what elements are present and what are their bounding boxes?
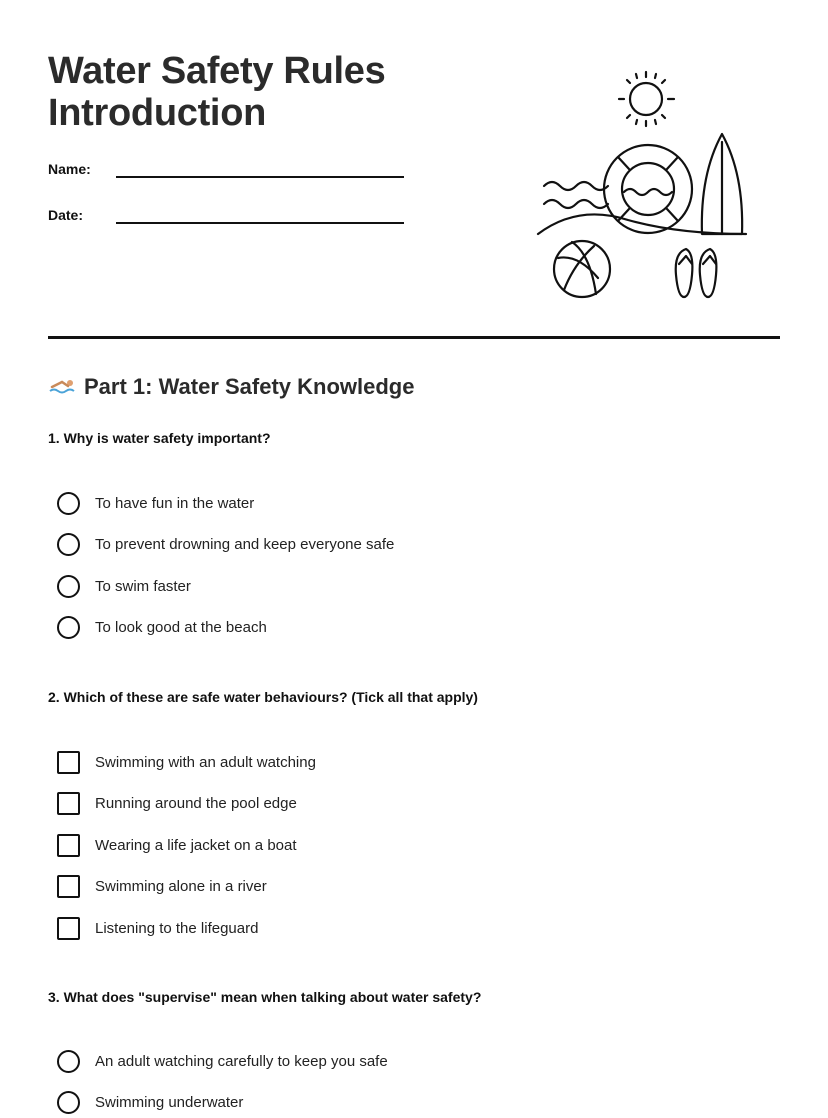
radio-button[interactable] — [57, 533, 80, 556]
radio-button[interactable] — [57, 1091, 80, 1114]
option-label: Swimming alone in a river — [95, 878, 267, 895]
title-line-1: Water Safety Rules — [48, 50, 386, 92]
checkbox[interactable] — [57, 875, 80, 898]
radio-button[interactable] — [57, 616, 80, 639]
checkbox[interactable] — [57, 917, 80, 940]
name-label: Name: — [48, 161, 91, 177]
option-label: Wearing a life jacket on a boat — [95, 836, 297, 854]
surfboard-icon — [702, 134, 742, 234]
name-field-row — [48, 160, 404, 178]
life-ring-icon — [604, 145, 692, 233]
date-label: Date: — [48, 207, 84, 223]
page-title — [48, 50, 385, 134]
option-label: To swim faster — [95, 577, 191, 595]
option-label: To look good at the beach — [95, 619, 267, 636]
option-label: Swimming underwater — [95, 1094, 244, 1111]
sun-icon — [619, 72, 674, 126]
checkbox[interactable] — [57, 751, 80, 774]
answer-option[interactable] — [57, 616, 394, 640]
section-heading-text: Part 1: Water Safety Knowledge — [84, 374, 415, 399]
answer-option[interactable] — [57, 574, 394, 598]
answer-option[interactable] — [57, 792, 316, 816]
answer-option[interactable] — [57, 1049, 388, 1073]
question-1: 1. Why is water safety important? — [48, 430, 271, 446]
question-3: 3. What does "supervise" mean when talking about water safety? — [48, 989, 482, 1005]
date-field-row — [48, 206, 404, 224]
date-field[interactable] — [116, 222, 404, 224]
answer-option[interactable] — [57, 875, 316, 899]
option-label: To have fun in the water — [95, 494, 255, 512]
radio-button[interactable] — [57, 575, 80, 598]
checkbox[interactable] — [57, 834, 80, 857]
section-heading — [48, 374, 414, 400]
option-label: Running around the pool edge — [95, 795, 297, 812]
option-label: An adult watching carefully to keep you safe — [95, 1052, 388, 1070]
answer-option[interactable] — [57, 491, 394, 515]
option-label: Swimming with an adult watching — [95, 753, 316, 771]
radio-button[interactable] — [57, 1050, 80, 1073]
answer-option[interactable] — [57, 533, 394, 557]
waves-icon — [538, 182, 746, 234]
question-2-options — [57, 750, 316, 958]
answer-option[interactable] — [57, 1091, 388, 1115]
radio-button[interactable] — [57, 492, 80, 515]
checkbox[interactable] — [57, 792, 80, 815]
question-2: 2. Which of these are safe water behaviours? (Tick all that apply) — [48, 689, 478, 705]
answer-option[interactable] — [57, 916, 316, 940]
beach-illustration — [536, 64, 752, 304]
answer-option[interactable] — [57, 833, 316, 857]
name-field[interactable] — [116, 176, 404, 178]
question-3-options — [57, 1049, 388, 1118]
swimmer-icon — [48, 377, 78, 397]
answer-option[interactable] — [57, 750, 316, 774]
question-1-options — [57, 491, 394, 657]
option-label: Listening to the lifeguard — [95, 919, 259, 937]
option-label: To prevent drowning and keep everyone safe — [95, 536, 395, 553]
beach-ball-icon — [554, 241, 610, 297]
flip-flops-icon — [676, 249, 717, 297]
header-divider — [48, 336, 780, 339]
title-line-2: Introduction — [48, 92, 267, 134]
